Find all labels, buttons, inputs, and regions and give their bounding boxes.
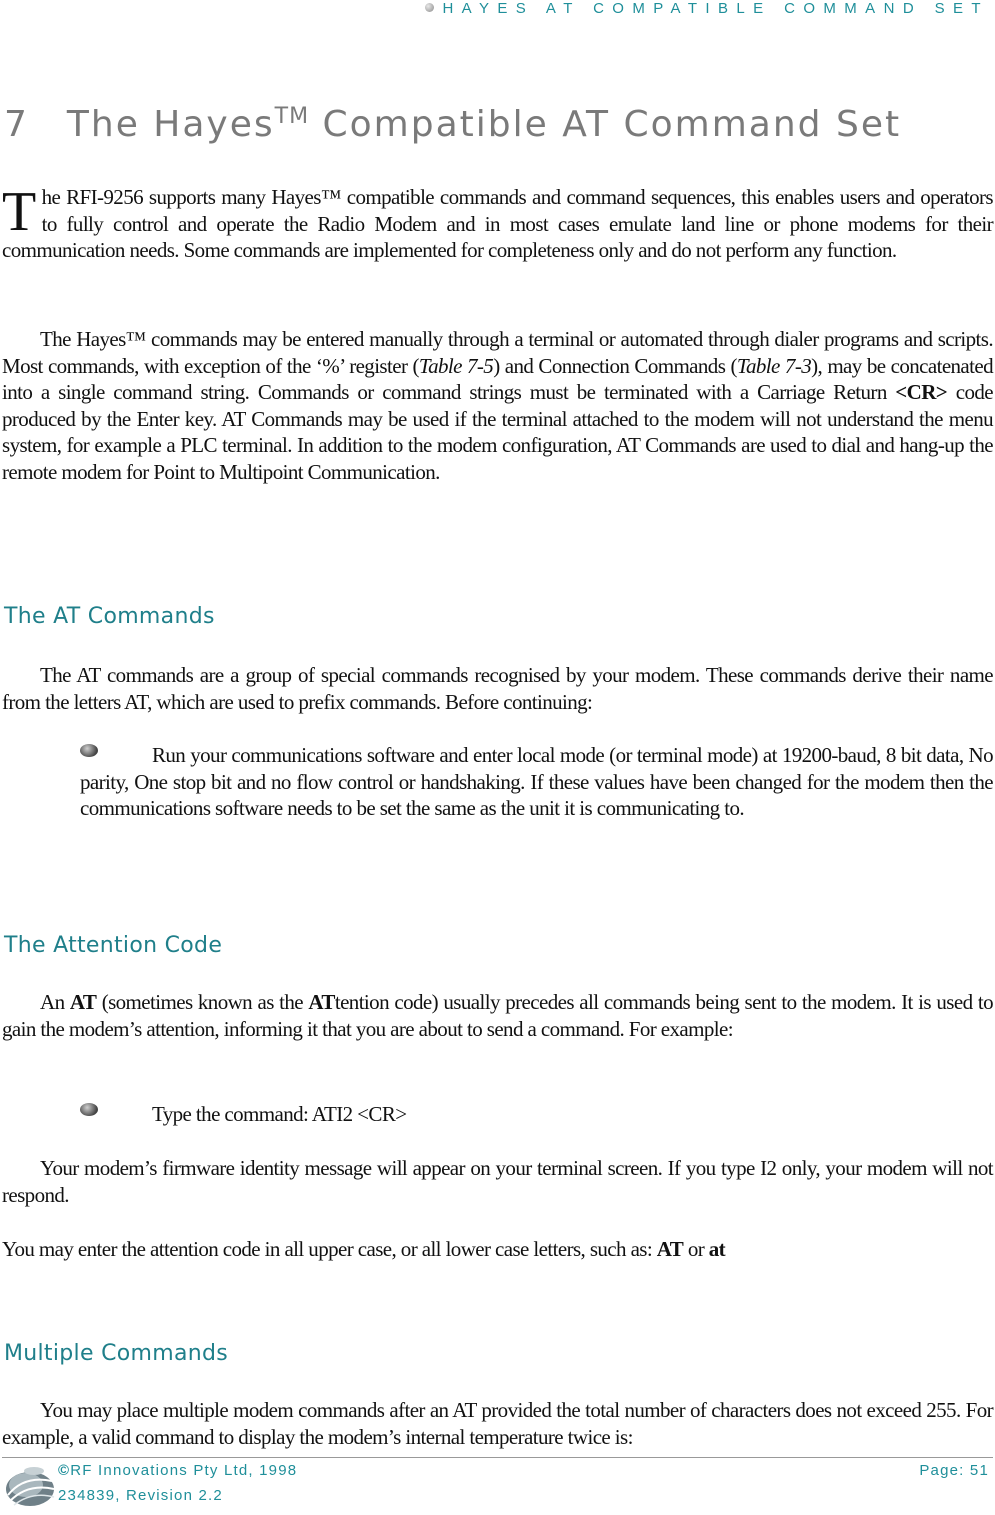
multiple-paragraph: You may place multiple modem commands after an AT provided the total number of characters does not exceed 255. For example, a valid command to display the modem’s internal temperature twice is: [2, 1398, 993, 1449]
at-bold: AT [69, 990, 97, 1014]
intro-p2-d: code produced by the Enter key. AT Commands may be used if the terminal attached to the modem will not understand the menu system, for example a PLC terminal. In addition to the modem configuration, AT Commands are used to dial and hang-up the remote modem for Point to Multipoint Communication. [2, 380, 993, 484]
copyright-icon: © [58, 1462, 71, 1479]
attention-paragraph-1 [2, 989, 993, 1042]
bullet-item-type-command [80, 1101, 993, 1128]
at-commands-paragraph: The AT commands are a group of special commands recognised by your modem. These commands derive their name from the letters AT, which are used to prefix commands. Before continuing: [2, 663, 993, 714]
attention-p3-a: You may enter the attention code in all upper case, or all lower case letters, such as: [2, 1237, 657, 1261]
bullet-item-run-software [80, 742, 993, 822]
bullet-ball-icon [80, 1103, 98, 1116]
intro-p2-b: ) and Connection Commands ( [493, 353, 737, 378]
attention-p1-c: tention code) usually precedes all commands being sent to the modem. It is used to gain the modem’s attention, informing it that you are about to send a command. For example: [2, 990, 994, 1041]
chapter-title-post: Compatible AT Command Set [309, 104, 902, 145]
intro-p2-c: ), may be concatenated into a single command string. Commands or command strings must be terminated with a Carriage Return [2, 353, 994, 404]
footer-divider [2, 1457, 993, 1458]
table-ref-7-3: Table 7-3 [736, 353, 812, 378]
footer-copyright [58, 1462, 297, 1479]
chapter-title [4, 104, 901, 145]
attention-p3-or: or [683, 1237, 709, 1261]
header-bullet-icon [425, 3, 434, 12]
bullet-text: Run your communications software and enter local mode (or terminal mode) at 19200-baud, 8 bit data, No parity, One stop bit and no flow control or handshaking. If these values have been changed for the modem then the communications software needs to be set the same as the unit it is communicating to. [80, 743, 993, 820]
footer-company: RF Innovations Pty Ltd, 1998 [70, 1462, 298, 1479]
bullet-text: Type the command: ATI2 <CR> [152, 1102, 407, 1126]
cr-code: <CR> [895, 380, 948, 404]
at-upper: AT [656, 1237, 684, 1261]
attention-paragraph-3 [2, 1236, 993, 1263]
company-logo-icon [4, 1461, 56, 1509]
bullet-ball-icon [80, 744, 98, 757]
heading-at-commands: The AT Commands [4, 604, 215, 629]
attention-p1-a: An [40, 990, 70, 1014]
at-bold-2: AT [308, 990, 335, 1014]
running-title: HAYES AT COMPATIBLE COMMAND SET [442, 0, 989, 17]
footer-page-number: Page: 51 [919, 1462, 989, 1479]
drop-cap: T [2, 181, 36, 243]
footer-doc-revision: 234839, Revision 2.2 [58, 1487, 223, 1504]
intro-paragraph-2 [2, 326, 993, 485]
trademark: TM [274, 104, 310, 129]
at-lower: at [708, 1237, 726, 1261]
heading-attention-code: The Attention Code [4, 933, 223, 958]
intro-paragraph-1 [2, 181, 993, 264]
attention-p1-b: (sometimes known as the [96, 990, 309, 1014]
attention-paragraph-2: Your modem’s firmware identity message will appear on your terminal screen. If you type I2 only, your modem will not respond. [2, 1156, 993, 1207]
intro-p1-text: he RFI-9256 supports many Hayes™ compatible commands and command sequences, this enables users and operators to fully control and operate the Radio Modem and in most cases emulate land line or phone modems for their communication needs. Some commands are implemented for completeness only and do not perform any function. [2, 185, 993, 262]
intro-p2-a: The Hayes™ commands may be entered manually through a terminal or automated through dialer programs and scripts. Most commands, with exception of the ‘%’ register ( [2, 327, 993, 378]
chapter-number: 7 [4, 104, 29, 145]
heading-multiple-commands: Multiple Commands [4, 1341, 229, 1366]
chapter-title-pre: The Hayes [66, 104, 275, 145]
running-header [425, 0, 989, 17]
table-ref-7-5: Table 7-5 [418, 353, 494, 378]
